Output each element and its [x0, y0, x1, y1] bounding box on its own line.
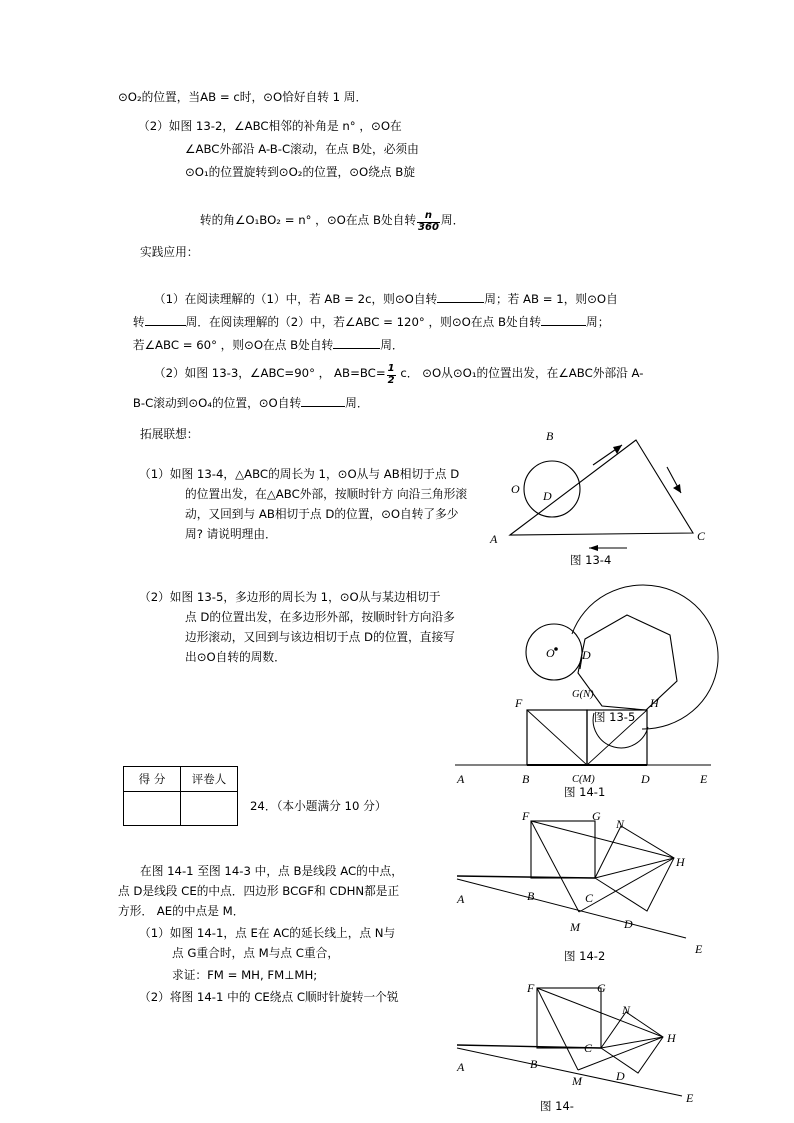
fig13-5-label-D: D — [582, 648, 591, 662]
fig13-5-caption: 图 13-5 — [594, 710, 636, 724]
fig14-2-caption: 图 14-2 — [564, 949, 606, 963]
segment-ch — [601, 1037, 663, 1048]
practice-q2-line-2-a: B-C滚动到⊙O₄的位置，⊙O自转 — [132, 396, 302, 410]
fig13-4-label-B: B — [546, 429, 554, 443]
question-24-title: 24．（本小题满分 10 分） — [250, 799, 387, 813]
q24-stem-line-1: 在图 14-1 至图 14-3 中，点 B是线段 AC的中点， — [140, 864, 403, 878]
fig13-4-label-C: C — [697, 529, 706, 543]
extension-q2-line-2: 点 D的位置出发，在多边形外部，按顺时针方向沿多 — [185, 610, 455, 624]
fig14-1-caption: 图 14-1 — [564, 785, 606, 799]
fig13-4-label-O: O — [511, 482, 520, 496]
answer-blank-5[interactable] — [301, 406, 345, 407]
q24-sub1-line-3: 求证：FM = MH, FM⊥MH; — [172, 968, 318, 982]
fig14-3-caption: 图 14- — [540, 1099, 574, 1113]
reading-item2-line-2: ∠ABC外部沿 A-B-C滚动，在点 B处，必须由 — [185, 142, 419, 156]
fig14-1-label-E: E — [700, 772, 708, 786]
figure-13-4 — [490, 425, 720, 555]
fraction-n-over-360 — [417, 211, 440, 232]
q24-sub2-line-1: （2）将图 14-1 中的 CE绕点 C顺时针旋转一个锐 — [139, 990, 399, 1004]
practice-q1-line-2-c: 周； — [586, 315, 610, 329]
fig14-2-label-G: G — [592, 809, 601, 823]
fig14-3-label-G: G — [597, 981, 606, 995]
practice-q1-line-2-b: 周．在阅读理解的（2）中，若∠ABC = 120° ，则⊙O在点 B处自转 — [185, 315, 542, 329]
fig13-5-label-O: O — [546, 646, 555, 660]
practice-q1-line-3-b: 周． — [380, 338, 404, 352]
reading-line-1: ⊙O₂的位置，当AB = c时，⊙O恰好自转 1 周． — [118, 90, 368, 104]
practice-q1-line-1-b: 周；若 AB = 1，则⊙O自 — [484, 292, 618, 306]
segment-ch — [595, 858, 674, 878]
segment-fm — [531, 821, 579, 912]
fig14-1-label-H: H — [650, 696, 659, 710]
fig14-1-label-G: G(N) — [572, 689, 594, 700]
q24-stem-line-3: 方形． AE的中点是 M． — [118, 904, 245, 918]
fig14-1-label-F: F — [515, 696, 523, 710]
fraction-denominator: 2 — [387, 374, 395, 386]
fraction-denominator: 360 — [418, 221, 439, 233]
practice-q2-line-2-b: 周． — [345, 396, 369, 410]
fig14-3-label-D: D — [616, 1069, 625, 1083]
fig14-3-label-B: B — [530, 1057, 538, 1071]
line-ae — [457, 1048, 682, 1096]
fig14-2-label-C: C — [585, 891, 594, 905]
score-value-cell[interactable] — [124, 792, 181, 826]
score-header-cell: 得 分 — [124, 767, 181, 792]
reading-item2-line-4 — [185, 192, 464, 252]
fraction-numerator: n — [417, 211, 440, 222]
arrow-ca-head — [589, 545, 598, 551]
segment-fm — [537, 988, 578, 1070]
fraction-numerator: 1 — [387, 363, 395, 375]
fig14-3-label-H: H — [667, 1031, 676, 1045]
reading-item2-line-4-post: 周． — [440, 213, 465, 227]
fig14-2-label-B: B — [527, 889, 535, 903]
extension-q1-line-1: （1）如图 13-4，△ABC的周长为 1，⊙O从与 AB相切于点 D — [139, 467, 460, 481]
q24-sub1-line-1: （1）如图 14-1，点 E在 AC的延长线上，点 N与 — [139, 926, 396, 940]
table-row-header — [124, 767, 238, 792]
extension-heading: 拓展联想： — [140, 427, 199, 441]
extension-q2-line-4: 出⊙O自转的周数． — [185, 650, 286, 664]
extension-q2-line-1: （2）如图 13-5，多边形的周长为 1，⊙O从与某边相切于 — [139, 590, 441, 604]
reading-item2-line-4-pre: 转的角∠O₁BO₂ = n° ，⊙O在点 B处自转 — [199, 213, 417, 227]
fig14-2-label-D: D — [624, 917, 633, 931]
extension-q1-line-2: 的位置出发，在△ABC外部，按顺时针方 向沿三角形滚 — [185, 487, 468, 501]
fig14-2-label-M: M — [570, 920, 580, 934]
segment-fm — [527, 710, 587, 765]
fig14-3-label-F: F — [527, 981, 535, 995]
table-row-body — [124, 792, 238, 826]
triangle-abc — [510, 440, 693, 535]
fig14-1-label-D: D — [641, 772, 650, 786]
fig13-4-caption: 图 13-4 — [570, 553, 612, 567]
fig14-2-label-A: A — [457, 892, 465, 906]
practice-q2-line-1-pre: （2）如图 13-3，∠ABC=90° ， AB=BC= — [153, 366, 386, 380]
extension-q2-line-3: 边形滚动，又回到与该边相切于点 D的位置，直接写 — [185, 630, 455, 644]
answer-blank-3[interactable] — [541, 325, 586, 326]
fig14-3-label-M: M — [572, 1074, 582, 1088]
practice-q1-line-2-a: 转 — [132, 315, 145, 329]
segment-fh — [531, 821, 674, 858]
segment-mh — [587, 710, 647, 765]
grader-value-cell[interactable] — [181, 792, 238, 826]
score-table — [123, 766, 238, 826]
fraction-one-half — [387, 364, 396, 385]
practice-q2-line-2 — [118, 375, 369, 432]
fig14-3-label-E: E — [686, 1091, 694, 1105]
practice-q1-line-1-a: （1）在阅读理解的（1）中，若 AB = 2c，则⊙O自转 — [153, 292, 438, 306]
practice-q2-line-1-post: c． ⊙O从⊙O₁的位置出发，在∠ABC外部沿 A- — [396, 366, 644, 380]
grader-header-cell: 评卷人 — [181, 767, 238, 792]
fig14-3-label-N: N — [622, 1003, 631, 1017]
fig14-2-label-F: F — [522, 809, 530, 823]
fig14-2-label-E: E — [695, 942, 703, 956]
fig14-3-label-C: C — [584, 1041, 593, 1055]
fig13-4-label-A: A — [490, 532, 498, 546]
fig13-4-label-D: D — [543, 489, 552, 503]
q24-sub1-line-2: 点 G重合时，点 M与点 C重合， — [172, 946, 340, 960]
q24-stem-line-2: 点 D是线段 CE的中点．四边形 BCGF和 CDHN都是正 — [118, 884, 400, 898]
fig14-2-label-N: N — [616, 817, 625, 831]
reading-item2-line-3: ⊙O₁的位置旋转到⊙O₂的位置，⊙O绕点 B旋 — [185, 165, 416, 179]
reading-item2-line-1: （2）如图 13-2，∠ABC相邻的补角是 n° ，⊙O在 — [138, 119, 402, 133]
extension-q1-line-4: 周? 请说明理由． — [185, 527, 277, 541]
practice-heading: 实践应用： — [140, 245, 199, 259]
extension-q1-line-3: 动，又回到与 AB相切于点 D的位置，⊙O自转了多少 — [185, 507, 459, 521]
figure-14-2 — [455, 808, 705, 948]
fig14-1-label-C: C(M) — [572, 774, 595, 785]
practice-q1-line-3-a: 若∠ABC = 60° ，则⊙O在点 B处自转 — [132, 338, 334, 352]
fig14-1-label-A: A — [457, 772, 465, 786]
fig14-2-label-H: H — [676, 855, 685, 869]
arrow-ab-head — [613, 445, 622, 454]
fig14-3-label-A: A — [457, 1060, 465, 1074]
fig14-1-label-B: B — [522, 772, 530, 786]
